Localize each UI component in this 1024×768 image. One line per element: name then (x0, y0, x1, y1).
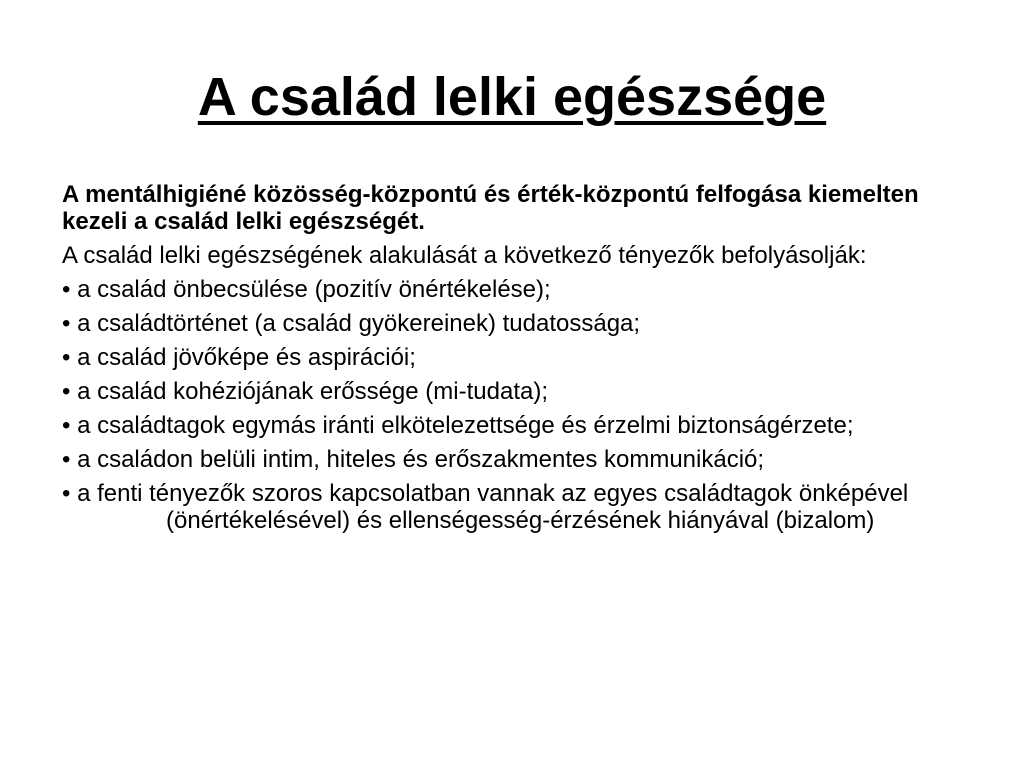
bullet-item: • a család jövőképe és aspirációi; (62, 344, 416, 371)
bullet-item: • a családon belüli intim, hiteles és erőszakmentes kommunikáció; (62, 446, 765, 473)
intro-bold-paragraph: A mentálhigiéné közösség-központú és érték-központú felfogása kiemelten kezeli a család lelki egészségét. (62, 181, 919, 235)
bullet-item: • a család kohéziójának erőssége (mi-tudata); (62, 378, 548, 405)
slide-body (62, 181, 962, 541)
bullet-item: • a család önbecsülése (pozitív önértékelése); (62, 276, 551, 303)
intro-paragraph: A család lelki egészségének alakulását a következő tényezők befolyásolják: (62, 242, 867, 269)
bullet-item: • a fenti tényezők szoros kapcsolatban vannak az egyes családtagok önképével (önértékelésével) és ellenségesség-érzésének hiányával (bizalom) (62, 480, 909, 534)
bullet-item: • a családtagok egymás iránti elkötelezettsége és érzelmi biztonságérzete; (62, 412, 854, 439)
slide-title: A család lelki egészsége (197, 67, 827, 127)
bullet-item: • a családtörténet (a család gyökereinek) tudatossága; (62, 310, 641, 337)
